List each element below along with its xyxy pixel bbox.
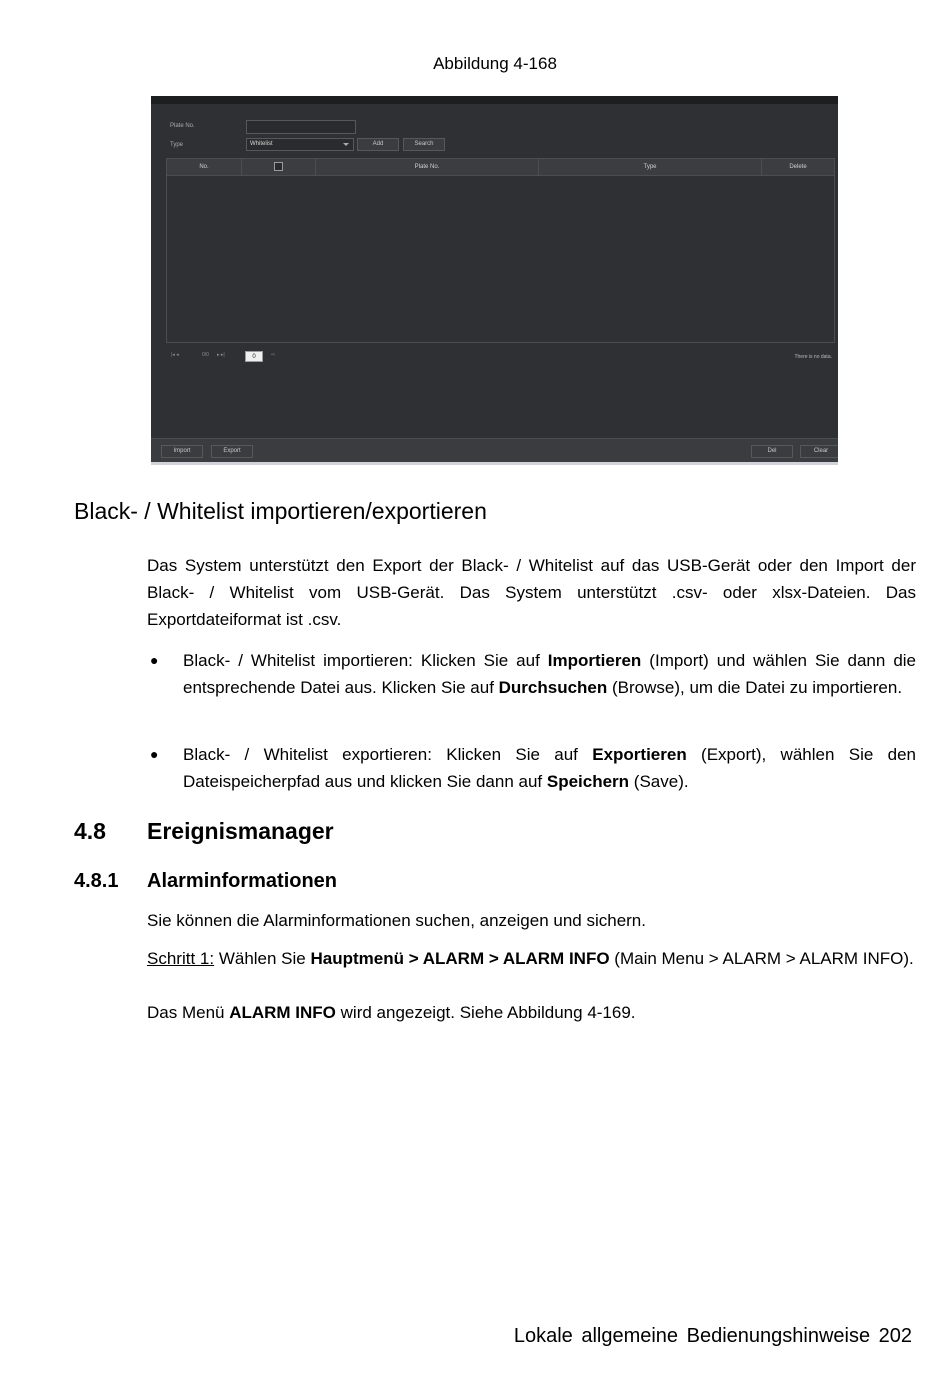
bold-text: Durchsuchen	[498, 678, 608, 697]
add-button[interactable]: Add	[357, 138, 399, 151]
bold-text: Hauptmenü > ALARM > ALARM INFO	[310, 949, 610, 968]
column-delete: Delete	[789, 164, 807, 170]
text: wird angezeigt. Siehe Abbildung 4-169.	[335, 1003, 636, 1022]
blacklist-screenshot	[151, 96, 838, 465]
type-label: Type	[170, 142, 184, 148]
plate-table	[166, 158, 835, 343]
alarm-paragraph: Sie können die Alarminformationen suchen, anzeigen und sichern.	[147, 911, 646, 930]
bold-text: ALARM INFO	[229, 1003, 336, 1022]
bold-text: Speichern	[546, 772, 630, 791]
plate-no-label: Plate No.	[170, 123, 195, 129]
menu-line	[147, 999, 636, 1026]
bottom-bar	[151, 438, 838, 463]
heading-4-8-1-title: Alarminformationen	[147, 870, 338, 892]
intro-paragraph: Das System unterstützt den Export der Black- / Whitelist auf das USB-Gerät oder den Import der Black- / Whitelist vom USB-Gerät. Das System unterstützt .csv- oder xlsx-Dateien. Das Exportdateiformat ist .csv.	[147, 556, 916, 629]
taskbar-strip	[151, 462, 838, 465]
heading-4-8-title: Ereignismanager	[147, 818, 334, 844]
text: Black- / Whitelist importieren: Klicken Sie auf	[183, 651, 548, 670]
figure-caption: Abbildung 4-168	[433, 54, 557, 73]
type-select-value: Whitelist	[250, 141, 273, 147]
page-footer: Lokale allgemeine Bedienungshinweise 202	[513, 1325, 912, 1347]
heading-4-8-number: 4.8	[74, 818, 106, 844]
page-input[interactable]: 0	[245, 351, 263, 362]
next-page-icon[interactable]: ▸ ▸|	[217, 352, 225, 358]
type-select[interactable]	[246, 138, 354, 151]
bold-text: Exportieren	[592, 745, 687, 764]
step-1	[147, 945, 916, 972]
bullet-icon: ●	[150, 652, 159, 668]
section-heading: Black- / Whitelist importieren/exportieren	[74, 498, 487, 524]
text: (Main Menu > ALARM > ALARM INFO).	[609, 949, 914, 968]
heading-4-8-1-number: 4.8.1	[74, 870, 119, 892]
text: Wählen Sie	[214, 949, 311, 968]
screenshot-top-bar	[151, 96, 838, 104]
column-select-all[interactable]	[242, 159, 316, 175]
text: (Export), wählen Sie den Dateispeicherpfad aus und klicken Sie dann auf	[183, 745, 916, 791]
column-plate-no: Plate No.	[316, 159, 539, 175]
bold-text: Importieren	[547, 651, 642, 670]
search-button[interactable]: Search	[403, 138, 445, 151]
text: (Save).	[629, 772, 689, 791]
no-data-text: There is no data.	[794, 354, 832, 360]
first-page-icon[interactable]: |◂ ◂	[171, 352, 179, 358]
plate-no-input[interactable]	[246, 120, 356, 134]
text: Das Menü	[147, 1003, 230, 1022]
del-button[interactable]: Del	[751, 445, 793, 458]
chevron-down-icon	[343, 143, 349, 146]
bullet-icon: ●	[150, 746, 159, 762]
text: (Import) und wählen Sie dann die entsprechende Datei aus. Klicken Sie auf	[183, 651, 916, 697]
clear-button[interactable]: Clear	[800, 445, 838, 458]
bullet-export	[183, 741, 916, 795]
column-no: No.	[167, 159, 242, 175]
export-button[interactable]: Export	[211, 445, 253, 458]
text: (Browse), um die Datei zu importieren.	[607, 678, 903, 697]
step-label: Schritt 1:	[147, 949, 215, 968]
table-header	[167, 159, 834, 176]
page-count: 0/0	[202, 352, 209, 358]
select-all-checkbox[interactable]	[274, 162, 283, 171]
text: Black- / Whitelist exportieren: Klicken Sie auf	[183, 745, 593, 764]
go-page-icon[interactable]: ⇨	[271, 352, 276, 358]
import-button[interactable]: Import	[161, 445, 203, 458]
column-type: Type	[539, 159, 762, 175]
bullet-import	[183, 647, 916, 701]
